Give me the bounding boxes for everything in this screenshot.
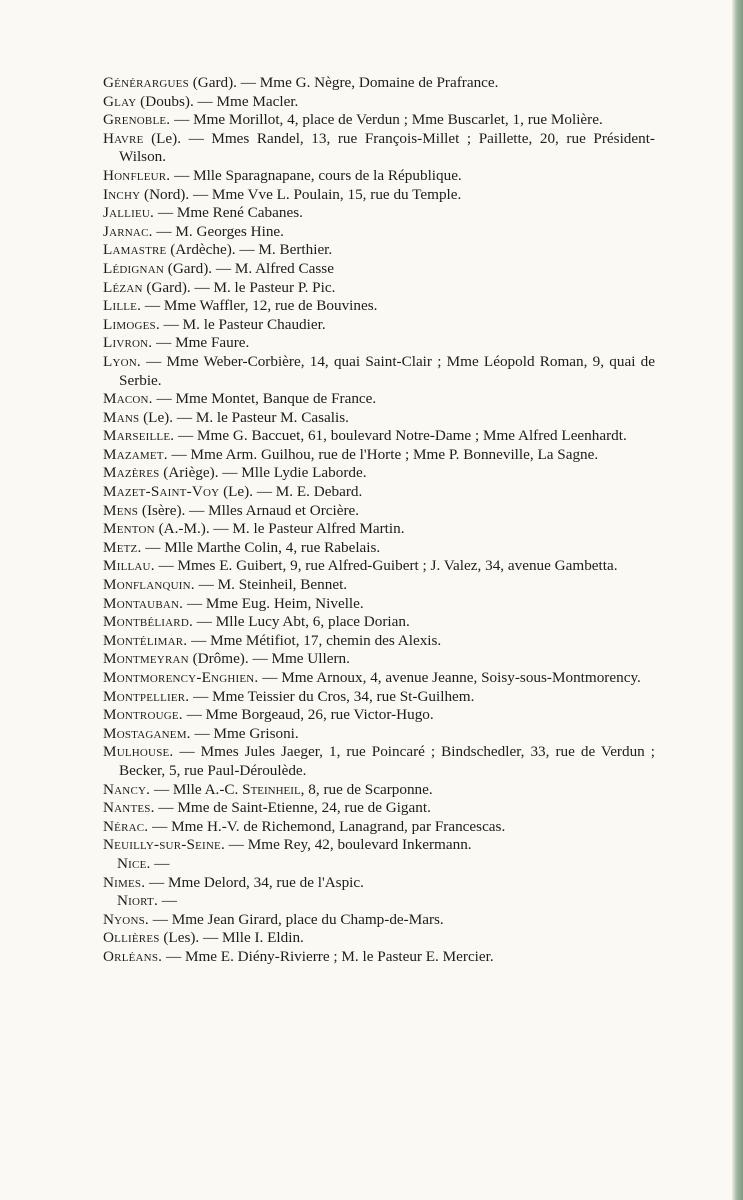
entry-text: — Mmes E. Guibert, 9, rue Alfred-Guibert ; J. Valez, 34, avenue Gambetta. [154, 557, 618, 575]
entry-text: (Gard). — Mme G. Nègre, Domaine de Prafrance. [188, 74, 499, 91]
entry-text: (Le). — M. E. Debard. [219, 483, 363, 501]
place-name: Nancy. [103, 780, 151, 798]
list-item [103, 483, 655, 502]
entry-text: (Doubs). — Mme Macler. [136, 92, 299, 110]
entry-text: (Drôme). — Mme Ullern. [188, 650, 350, 668]
place-name: Grenoble. [103, 111, 171, 129]
place-name: Macon. [103, 390, 153, 408]
entry-text: — M. le Pasteur Chaudier. [159, 315, 326, 333]
entry-text: (Nord). — Mme Vve L. Poulain, 15, rue du Temple. [140, 185, 462, 203]
list-item [103, 632, 655, 651]
place-name: Montbéliard. [103, 613, 193, 631]
place-name: Mazet-Saint-Voy [103, 483, 220, 501]
list-item [103, 576, 655, 595]
place-name: Orléans. [103, 947, 163, 965]
list-item [103, 818, 655, 837]
entry-text: — Mme René Cabanes. [154, 204, 303, 222]
place-name: Metz. [103, 538, 142, 556]
place-name: Marseille. [103, 427, 175, 445]
entry-text: (Gard). — M. Alfred Casse [163, 259, 334, 277]
place-name: Glay [103, 92, 137, 110]
entry-text: — Mme Arm. Guilhou, rue de l'Horte ; Mme P. Bonneville, La Sagne. [167, 445, 599, 463]
entry-text: — Mme Grisoni. [190, 724, 299, 742]
list-item [103, 502, 655, 521]
entry-text: — Mme Métifiot, 17, chemin des Alexis. [187, 631, 442, 649]
list-item [103, 334, 655, 353]
place-name: Lézan [103, 278, 143, 296]
place-name: Nyons. [103, 910, 149, 928]
entry-text: (Gard). — M. le Pasteur P. Pic. [142, 278, 336, 296]
list-item [103, 669, 655, 688]
place-name: Lyon. [103, 352, 141, 370]
entry-text: — M. Steinheil, Bennet. [194, 576, 348, 594]
place-name: Limoges. [103, 315, 160, 333]
entry-text: — Mme Arnoux, 4, avenue Jeanne, Soisy-sous-Montmorency. [258, 669, 641, 686]
place-name: Lille. [103, 297, 142, 315]
place-name: Honfleur. [103, 166, 171, 184]
list-item [103, 93, 655, 112]
place-name: Millau. [103, 557, 155, 575]
list-item [103, 297, 655, 316]
list-item [103, 111, 655, 130]
list-item [103, 781, 655, 800]
address-list [103, 74, 655, 967]
place-name: Havre [103, 129, 144, 147]
entry-text: (Ardèche). — M. Berthier. [166, 241, 333, 259]
list-item [103, 855, 655, 874]
list-item [103, 409, 655, 428]
entry-text: — Mme Teissier du Cros, 34, rue St-Guilhem. [189, 687, 475, 705]
entry-text: — Mme Delord, 34, rue de l'Aspic. [145, 873, 364, 891]
list-item [103, 725, 655, 744]
list-item [103, 223, 655, 242]
place-name: Niort. [117, 892, 158, 910]
entry-text: (Le). — Mmes Randel, 13, rue François-Millet ; Paillette, 20, rue Président-Wilson. [119, 129, 655, 166]
list-item [103, 260, 655, 279]
place-name: Mazères [103, 464, 160, 482]
list-item [103, 241, 655, 260]
place-name: Montauban. [103, 594, 184, 612]
list-item [103, 167, 655, 186]
entry-text: — Mme Waffler, 12, rue de Bouvines. [141, 297, 378, 315]
place-name: Menton [103, 520, 155, 538]
list-item [103, 929, 655, 948]
list-item [103, 911, 655, 930]
list-item [103, 74, 655, 93]
list-item [103, 743, 655, 780]
entry-text: (Ariège). — Mlle Lydie Laborde. [159, 464, 367, 482]
list-item [103, 446, 655, 465]
entry-text: — Mmes Jules Jaeger, 1, rue Poincaré ; Bindschedler, 33, rue de Verdun ; Becker, 5, rue Paul-Déroulède. [119, 743, 655, 779]
list-item [103, 688, 655, 707]
entry-text-continued: , 8, rue de Scarponne. [300, 780, 433, 798]
place-name: Inchy [103, 185, 141, 203]
place-name: Nérac. [103, 817, 149, 835]
place-name: Générargues [103, 74, 189, 91]
place-name: Nantes. [103, 799, 155, 817]
list-item [103, 427, 655, 446]
list-item [103, 279, 655, 298]
list-item [103, 130, 655, 167]
list-item [103, 650, 655, 669]
page-edge-shadow [732, 0, 743, 1200]
list-item [103, 390, 655, 409]
list-item [103, 204, 655, 223]
list-item [103, 539, 655, 558]
place-name: Nice. [117, 854, 151, 872]
entry-text: — Mme de Saint-Etienne, 24, rue de Gigant. [154, 799, 431, 817]
list-item [103, 799, 655, 818]
place-name: Montrouge. [103, 706, 183, 724]
place-name: Montélimar. [103, 631, 188, 649]
entry-text: — Mme E. Diény-Rivierre ; M. le Pasteur E. Mercier. [162, 947, 494, 965]
entry-text: — Mme Morillot, 4, place de Verdun ; Mme Buscarlet, 1, rue Molière. [170, 111, 603, 129]
list-item [103, 316, 655, 335]
place-name: Nimes. [103, 873, 146, 891]
list-item [103, 948, 655, 967]
entry-text: — Mme Faure. [152, 334, 250, 352]
entry-text: — Mme G. Baccuet, 61, boulevard Notre-Dame ; Mme Alfred Leenhardt. [174, 427, 627, 445]
place-name: Lédignan [103, 259, 164, 277]
entry-text: — [157, 892, 177, 910]
place-name: Jarnac. [103, 222, 153, 240]
place-name: Lamastre [103, 241, 167, 259]
person-name: Steinheil [242, 780, 301, 798]
place-name: Mazamet. [103, 445, 168, 463]
entry-text: — Mlle Marthe Colin, 4, rue Rabelais. [141, 538, 381, 556]
entry-text: — Mme Weber-Corbière, 14, quai Saint-Clair ; Mme Léopold Roman, 9, quai de Serbie. [119, 352, 655, 389]
list-item [103, 557, 655, 576]
place-name: Jallieu. [103, 204, 155, 222]
place-name: Ollières [103, 929, 160, 947]
entry-text: (A.-M.). — M. le Pasteur Alfred Martin. [154, 520, 405, 538]
entry-text: — Mme H.-V. de Richemond, Lanagrand, par Francescas. [148, 817, 506, 835]
list-item [103, 520, 655, 539]
list-item [103, 186, 655, 205]
place-name: Montmorency-Enghien. [103, 669, 259, 686]
entry-text: — Mme Eug. Heim, Nivelle. [183, 594, 364, 612]
entry-text: (Les). — Mlle I. Eldin. [159, 929, 304, 947]
place-name: Mostaganem. [103, 724, 191, 742]
entry-text: (Le). — M. le Pasteur M. Casalis. [139, 408, 349, 426]
entry-text: — M. Georges Hine. [152, 222, 284, 240]
list-item [103, 353, 655, 390]
entry-text: — Mme Jean Girard, place du Champ-de-Mars. [148, 910, 444, 928]
list-item [103, 706, 655, 725]
list-item [103, 892, 655, 911]
place-name: Montpellier. [103, 687, 190, 705]
entry-text: — Mme Montet, Banque de France. [152, 390, 377, 408]
list-item [103, 836, 655, 855]
place-name: Mulhouse. [103, 743, 174, 761]
place-name: Mans [103, 408, 140, 426]
list-item [103, 874, 655, 893]
entry-text: — Mlle Lucy Abt, 6, place Dorian. [192, 613, 410, 631]
list-item [103, 464, 655, 483]
place-name: Monflanquin. [103, 576, 195, 594]
list-item [103, 595, 655, 614]
place-name: Montmeyran [103, 650, 189, 668]
list-item [103, 613, 655, 632]
entry-text: — Mlle Sparagnapane, cours de la République. [170, 166, 462, 184]
place-name: Livron. [103, 334, 153, 352]
entry-text: — Mme Borgeaud, 26, rue Victor-Hugo. [182, 706, 434, 724]
place-name: Neuilly-sur-Seine. [103, 836, 225, 854]
entry-text: — Mlle A.-C. [150, 780, 243, 798]
entry-text: — Mme Rey, 42, boulevard Inkermann. [224, 836, 472, 854]
entry-text: (Isère). — Mlles Arnaud et Orcière. [138, 501, 360, 519]
place-name: Mens [103, 501, 139, 519]
entry-text: — [150, 854, 170, 872]
